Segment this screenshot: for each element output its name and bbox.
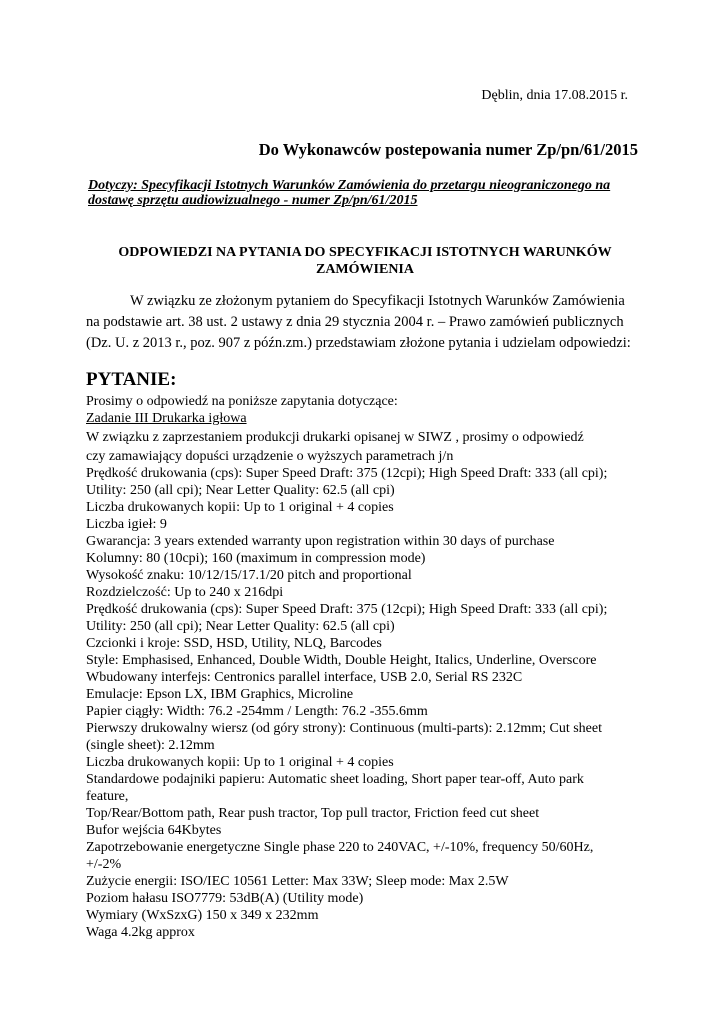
spec-line: (single sheet): 2.12mm xyxy=(86,738,215,753)
intro-line: W związku ze złożonym pytaniem do Specyfikacji Istotnych Warunków Zamówienia xyxy=(130,293,625,309)
spec-line: Prędkość drukowania (cps): Super Speed Draft: 375 (12cpi); High Speed Draft: 333 (all cpi); xyxy=(86,466,608,481)
intro-paragraph xyxy=(86,291,638,354)
spec-line: Poziom hałasu ISO7779: 53dB(A) (Utility mode) xyxy=(86,891,364,906)
spec-line: Wymiary (WxSzxG) 150 x 349 x 232mm xyxy=(86,908,319,923)
spec-line: Zużycie energii: ISO/IEC 10561 Letter: Max 33W; Sleep mode: Max 2.5W xyxy=(86,874,509,889)
spec-line: Standardowe podajniki papieru: Automatic sheet loading, Short paper tear-off, Auto park xyxy=(86,772,584,787)
spec-line: Pierwszy drukowalny wiersz (od góry strony): Continuous (multi-parts): 2.12mm; Cut sheet xyxy=(86,721,602,736)
spec-line: Zapotrzebowanie energetyczne Single phase 220 to 240VAC, +/-10%, frequency 50/60Hz, xyxy=(86,840,594,855)
spec-line: Prędkość drukowania (cps): Super Speed Draft: 375 (12cpi); High Speed Draft: 333 (all cpi); xyxy=(86,602,608,617)
spec-line: Liczba drukowanych kopii: Up to 1 original + 4 copies xyxy=(86,500,394,515)
subject-line: Dotyczy: Specyfikacji Istotnych Warunków Zamówienia do przetargu nieograniczonego na xyxy=(88,178,611,193)
task-title: Zadanie III Drukarka igłowa xyxy=(86,411,247,426)
heading-line: ODPOWIEDZI NA PYTANIA DO SPECYFIKACJI ISTOTNYCH WARUNKÓW xyxy=(118,245,612,260)
spec-line: Liczba igieł: 9 xyxy=(86,517,167,532)
spec-line: Utility: 250 (all cpi); Near Letter Quality: 62.5 (all cpi) xyxy=(86,619,395,634)
spec-line: Gwarancja: 3 years extended warranty upon registration within 30 days of purchase xyxy=(86,534,555,549)
body-line: W związku z zaprzestaniem produkcji drukarki opisanej w SIWZ , prosimy o odpowiedź xyxy=(86,430,584,445)
spec-line: Wbudowany interfejs: Centronics parallel interface, USB 2.0, Serial RS 232C xyxy=(86,670,523,685)
spec-line: Czcionki i kroje: SSD, HSD, Utility, NLQ, Barcodes xyxy=(86,636,382,651)
spec-line: Kolumny: 80 (10cpi); 160 (maximum in compression mode) xyxy=(86,551,426,566)
intro-line: na podstawie art. 38 ust. 2 ustawy z dnia 29 stycznia 2004 r. – Prawo zamówień publicznych xyxy=(86,314,624,330)
date-line: Dęblin, dnia 17.08.2015 r. xyxy=(481,88,628,103)
spec-line: Liczba drukowanych kopii: Up to 1 original + 4 copies xyxy=(86,755,394,770)
spec-line: Papier ciągły: Width: 76.2 -254mm / Length: 76.2 -355.6mm xyxy=(86,704,428,719)
spec-line: Bufor wejścia 64Kbytes xyxy=(86,823,222,838)
question-title: PYTANIE: xyxy=(86,369,177,390)
section-heading xyxy=(80,244,650,278)
spec-line: +/-2% xyxy=(86,857,122,872)
body-line: Prosimy o odpowiedź na poniższe zapytania dotyczące: xyxy=(86,394,398,409)
subject-block xyxy=(88,178,640,208)
spec-line: Waga 4.2kg approx xyxy=(86,925,195,940)
spec-line: Wysokość znaku: 10/12/15/17.1/20 pitch and proportional xyxy=(86,568,412,583)
question-body xyxy=(86,393,638,941)
spec-line: Style: Emphasised, Enhanced, Double Width, Double Height, Italics, Underline, Overscore xyxy=(86,653,597,668)
spec-line: Emulacje: Epson LX, IBM Graphics, Microline xyxy=(86,687,354,702)
intro-line: (Dz. U. z 2013 r., poz. 907 z późn.zm.) przedstawiam złożone pytania i udzielam odpowiedzi: xyxy=(86,335,631,351)
spec-line: Utility: 250 (all cpi); Near Letter Quality: 62.5 (all cpi) xyxy=(86,483,395,498)
spec-line: feature, xyxy=(86,789,129,804)
spec-line: Rozdzielczość: Up to 240 x 216dpi xyxy=(86,585,284,600)
subject-line: dostawę sprzętu audiowizualnego - numer Zp/pn/61/2015 xyxy=(88,193,418,208)
body-line: czy zamawiający dopuści urządzenie o wyższych parametrach j/n xyxy=(86,449,454,464)
recipient-heading: Do Wykonawców postepowania numer Zp/pn/61/2015 xyxy=(258,140,638,159)
spec-line: Top/Rear/Bottom path, Rear push tractor, Top pull tractor, Friction feed cut sheet xyxy=(86,806,540,821)
heading-line: ZAMÓWIENIA xyxy=(315,262,414,277)
